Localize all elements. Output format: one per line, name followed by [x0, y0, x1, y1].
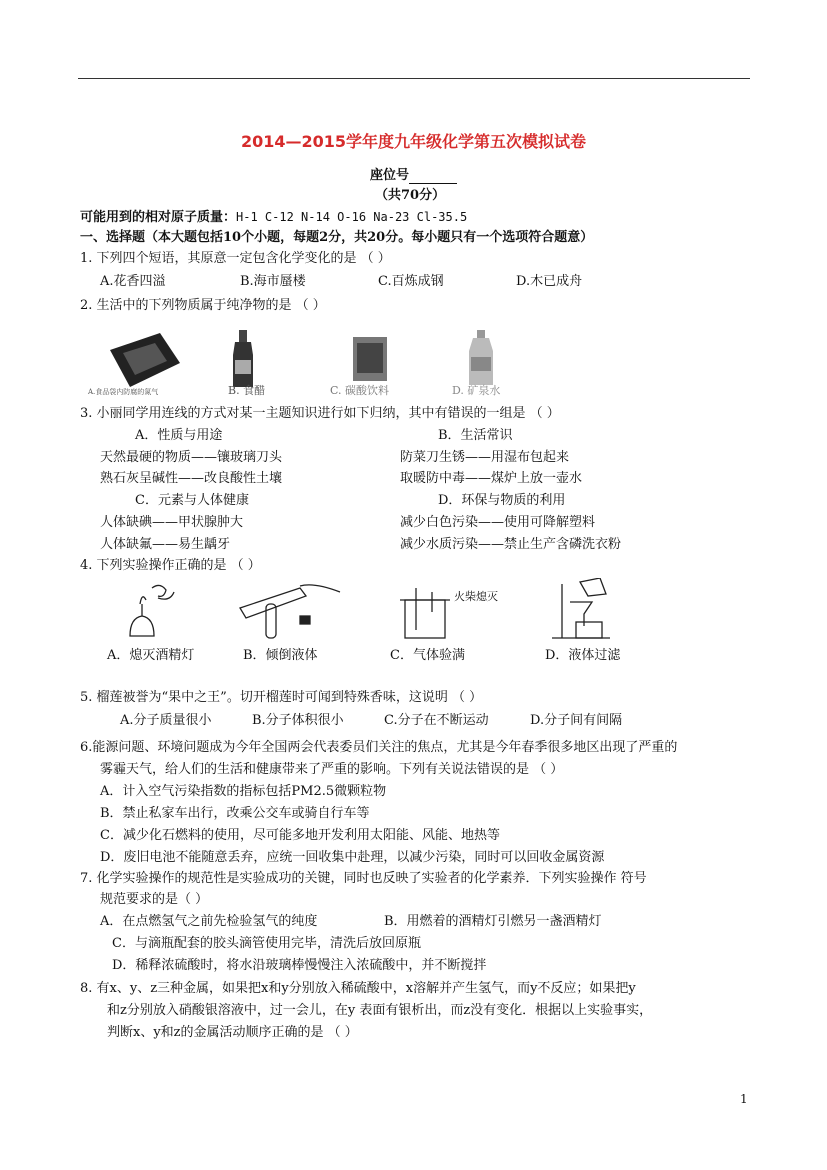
q4-experiment-figure — [100, 578, 660, 643]
q4-stem: 4. 下列实验操作正确的是 （ ） — [80, 558, 261, 573]
q2-option-a: A.食品袋内防腐的氮气 — [88, 388, 159, 396]
q6-option-a: A．计入空气污染指数的指标包括PM2.5微颗粒物 — [100, 784, 387, 799]
soda-can-image — [353, 337, 387, 381]
q3-stem: 3. 小丽同学用连线的方式对某一主题知识进行如下归纳，其中有错误的一组是 （ ） — [80, 406, 560, 421]
q7-option-c: C．与滴瓶配套的胶头滴管使用完毕，清洗后放回原瓶 — [112, 936, 421, 951]
q5-option-c: C.分子在不断运动 — [384, 713, 489, 728]
exam-title: 2014—2015学年度九年级化学第五次模拟试卷 — [240, 132, 587, 151]
q2-option-d: D. 矿泉水 — [452, 384, 501, 397]
q1-option-d: D.木已成舟 — [516, 274, 583, 289]
q8-stem-line3: 判断x、y和z的金属活动顺序正确的是 （ ） — [107, 1025, 358, 1040]
q1-option-b: B.海市蜃楼 — [240, 274, 306, 289]
q3-group-a-line1: 天然最硬的物质——镶玻璃刀头 — [100, 450, 283, 465]
q3-group-a-line2: 熟石灰呈碱性——改良酸性土壤 — [100, 471, 283, 486]
page-number: 1 — [740, 1092, 748, 1106]
q8-stem-line1: 8. 有x、y、z三种金属，如果把x和y分别放入稀硫酸中，x溶解并产生氢气，而y不反应；如果把y — [80, 981, 636, 996]
q2-option-b: B. 食醋 — [228, 384, 266, 397]
q6-option-d: D．废旧电池不能随意丢弃，应统一回收集中赴理，以减少污染，同时可以回收金属资源 — [100, 850, 605, 865]
q3-group-d-line1: 减少白色污染——使用可降解塑料 — [400, 515, 596, 530]
q3-group-c-line2: 人体缺氟——易生龋牙 — [100, 537, 231, 552]
q3-group-d-line2: 减少水质污染——禁止生产含磷洗衣粉 — [400, 537, 622, 552]
q5-option-b: B.分子体积很小 — [252, 713, 344, 728]
q6-stem-line2: 雾霾天气，给人们的生活和健康带来了严重的影响。下列有关说法错误的是 （ ） — [100, 762, 564, 777]
q3-group-d-head: D．环保与物质的利用 — [438, 493, 566, 508]
q1-option-c: C.百炼成钢 — [378, 274, 444, 289]
q1-stem: 1. 下列四个短语，其原意一定包含化学变化的是 （ ） — [80, 251, 391, 266]
atomic-mass-line: 可能用到的相对原子质量：H-1 C-12 N-14 O-16 Na-23 Cl-35.5 — [80, 210, 468, 225]
filtration-image — [552, 578, 610, 638]
q1-option-a: A.花香四溢 — [100, 274, 166, 289]
nitrogen-bag-image — [110, 333, 180, 387]
q5-stem: 5. 榴莲被誉为“果中之王”。切开榴莲时可闻到特殊香味，这说明 （ ） — [80, 690, 483, 705]
q6-option-b: B．禁止私家车出行，改乘公交车或骑自行车等 — [100, 806, 370, 821]
q2-stem: 2. 生活中的下列物质属于纯净物的是 （ ） — [80, 298, 326, 313]
blowing-out-lamp-image — [130, 585, 174, 636]
q5-option-a: A.分子质量很小 — [120, 713, 212, 728]
q4-option-d: D．液体过滤 — [545, 648, 621, 663]
vinegar-bottle-image — [233, 330, 253, 387]
header-rule — [78, 78, 750, 79]
q4-option-c: C．气体验满 — [390, 648, 465, 663]
q5-option-d: D.分子间有间隔 — [530, 713, 623, 728]
q7-option-d: D．稀释浓硫酸时，将水沿玻璃棒慢慢注入浓硫酸中，并不断搅拌 — [112, 958, 487, 973]
q7-stem-line2: 规范要求的是（ ） — [100, 892, 209, 907]
q3-group-c-head: C．元素与人体健康 — [135, 493, 249, 508]
q3-group-c-line1: 人体缺碘——甲状腺肿大 — [100, 515, 244, 530]
q2-option-c: C. 碳酸饮料 — [330, 384, 390, 397]
q8-stem-line2: 和z分别放入硝酸银溶液中，过一会儿，在y 表面有银析出，而z没有变化．根据以上实验事实， — [107, 1003, 653, 1018]
q7-option-b: B．用燃着的酒精灯引燃另一盏酒精灯 — [384, 914, 602, 929]
q3-group-b-head: B．生活常识 — [438, 428, 513, 443]
mineral-water-image — [469, 330, 493, 385]
q7-option-a: A．在点燃氢气之前先检验氢气的纯度 — [100, 914, 318, 929]
q4-option-a: A．熄灭酒精灯 — [107, 648, 195, 663]
seat-blank — [409, 171, 457, 184]
q4-flame-out-label: 火柴熄灭 — [454, 590, 498, 603]
q7-stem-line1: 7. 化学实验操作的规范性是实验成功的关键，同时也反映了实验者的化学素养．下列实验操作 符号 — [80, 871, 647, 886]
q3-group-a-head: A．性质与用途 — [135, 428, 223, 443]
q3-group-b-line2: 取暖防中毒——煤炉上放一壶水 — [400, 471, 583, 486]
section1-header: 一、选择题（本大题包括10个小题，每题2分，共20分。每小题只有一个选项符合题意） — [80, 230, 594, 245]
q6-stem-line1: 6.能源问题、环境问题成为今年全国两会代表委员们关注的焦点，尤其是今年春季很多地区出现了严重的 — [80, 740, 678, 755]
gas-test-image — [400, 588, 450, 638]
total-score: （共70分） — [375, 188, 446, 203]
seat-number: 座位号 — [370, 168, 457, 184]
q4-option-b: B．倾倒液体 — [243, 648, 318, 663]
pouring-liquid-image — [240, 585, 340, 638]
q6-option-c: C．减少化石燃料的使用，尽可能多地开发利用太阳能、风能、地热等 — [100, 828, 500, 843]
q3-group-b-line1: 防菜刀生锈——用湿布包起来 — [400, 450, 570, 465]
